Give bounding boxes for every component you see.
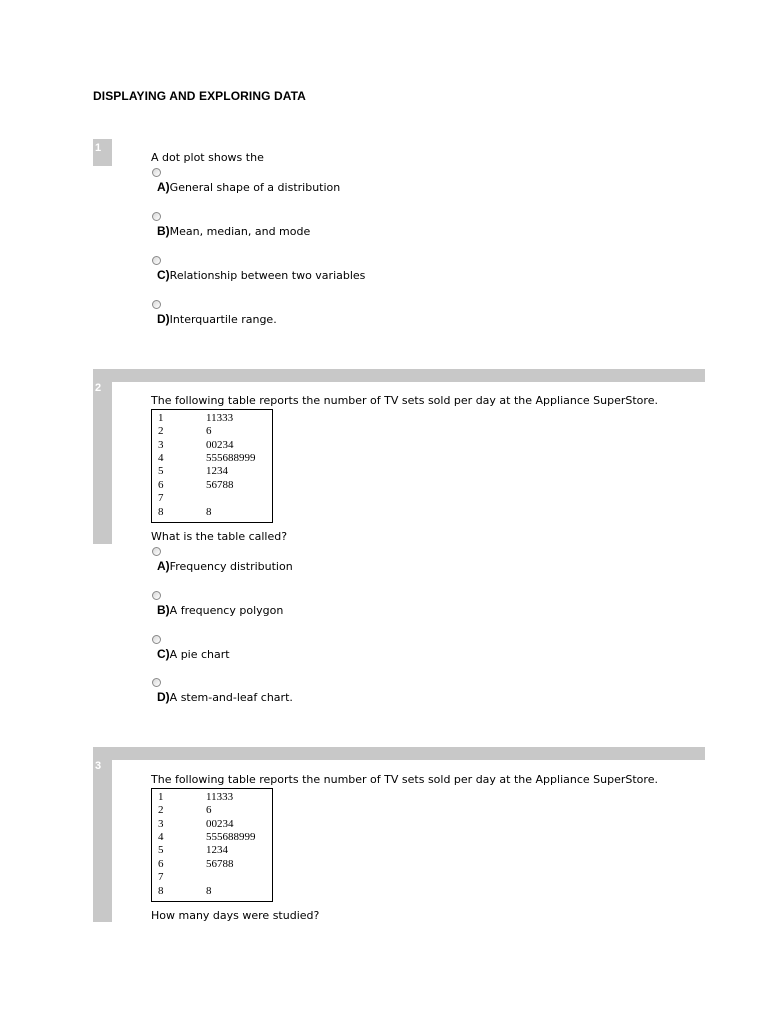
question-2-prompt: The following table reports the number of TV sets sold per day at the Appliance SuperStore. <box>151 394 658 407</box>
question-1-number-block <box>93 139 112 166</box>
stem-cell: 7 <box>158 492 164 504</box>
question-2-choice-c <box>157 647 230 661</box>
choice-letter: D) <box>157 312 170 326</box>
choice-text: Relationship between two variables <box>169 269 366 282</box>
question-2-header-bar <box>93 369 705 382</box>
question-1-number: 1 <box>95 142 102 154</box>
leaf-cell: 555688999 <box>206 831 256 843</box>
question-1-radio-c[interactable] <box>152 256 161 265</box>
leaf-cell: 555688999 <box>206 452 256 464</box>
stem-cell: 6 <box>158 858 164 870</box>
choice-letter: D) <box>157 690 170 704</box>
leaf-cell: 8 <box>206 506 212 518</box>
leaf-cell: 1234 <box>206 844 228 856</box>
stem-cell: 1 <box>158 791 164 803</box>
choice-letter: B) <box>157 603 170 617</box>
choice-letter: A) <box>157 559 170 573</box>
stem-cell: 1 <box>158 412 164 424</box>
question-1-choice-a <box>157 180 340 194</box>
question-2-number: 2 <box>95 382 102 394</box>
question-2-radio-c[interactable] <box>152 635 161 644</box>
question-1-prompt: A dot plot shows the <box>151 151 264 164</box>
choice-letter: A) <box>157 180 170 194</box>
question-1-radio-a[interactable] <box>152 168 161 177</box>
leaf-cell: 00234 <box>206 818 234 830</box>
leaf-cell: 8 <box>206 885 212 897</box>
choice-text: General shape of a distribution <box>169 181 341 194</box>
choice-letter: C) <box>157 647 170 661</box>
question-3-stem-leaf-table <box>151 788 273 902</box>
choice-text: A pie chart <box>169 648 230 661</box>
question-3-header-bar <box>93 747 705 760</box>
choice-text: A frequency polygon <box>169 604 284 617</box>
choice-letter: C) <box>157 268 170 282</box>
stem-cell: 6 <box>158 479 164 491</box>
stem-cell: 2 <box>158 804 164 816</box>
leaf-cell: 1234 <box>206 465 228 477</box>
question-2-choice-b <box>157 603 283 617</box>
document-title: DISPLAYING AND EXPLORING DATA <box>93 89 306 103</box>
question-2-radio-a[interactable] <box>152 547 161 556</box>
stem-cell: 7 <box>158 871 164 883</box>
leaf-cell: 6 <box>206 425 212 437</box>
question-2-followup: What is the table called? <box>151 530 288 543</box>
stem-cell: 3 <box>158 439 164 451</box>
choice-text: Frequency distribution <box>169 560 293 573</box>
question-1-choice-d <box>157 312 277 326</box>
choice-letter: B) <box>157 224 170 238</box>
stem-cell: 4 <box>158 452 164 464</box>
question-2-radio-b[interactable] <box>152 591 161 600</box>
question-2-stem-leaf-table <box>151 409 273 523</box>
question-2-choice-d <box>157 690 293 704</box>
stem-cell: 4 <box>158 831 164 843</box>
stem-cell: 5 <box>158 844 164 856</box>
question-2-number-block <box>93 369 112 544</box>
leaf-cell: 6 <box>206 804 212 816</box>
question-1-radio-d[interactable] <box>152 300 161 309</box>
question-1-radio-b[interactable] <box>152 212 161 221</box>
question-3-prompt: The following table reports the number of TV sets sold per day at the Appliance SuperStore. <box>151 773 658 786</box>
leaf-cell: 00234 <box>206 439 234 451</box>
leaf-cell: 11333 <box>206 791 234 803</box>
leaf-cell: 56788 <box>206 479 234 491</box>
stem-cell: 8 <box>158 506 164 518</box>
question-2-radio-d[interactable] <box>152 678 161 687</box>
question-3-number-block <box>93 747 112 922</box>
question-3-number: 3 <box>95 760 102 772</box>
leaf-cell: 11333 <box>206 412 234 424</box>
leaf-cell: 56788 <box>206 858 234 870</box>
stem-cell: 3 <box>158 818 164 830</box>
choice-text: Mean, median, and mode <box>169 225 311 238</box>
question-1-choice-b <box>157 224 310 238</box>
stem-cell: 8 <box>158 885 164 897</box>
question-2-choice-a <box>157 559 293 573</box>
stem-cell: 2 <box>158 425 164 437</box>
choice-text: Interquartile range. <box>169 313 277 326</box>
stem-cell: 5 <box>158 465 164 477</box>
question-3-followup: How many days were studied? <box>151 909 320 922</box>
choice-text: A stem-and-leaf chart. <box>169 691 293 704</box>
question-1-choice-c <box>157 268 365 282</box>
